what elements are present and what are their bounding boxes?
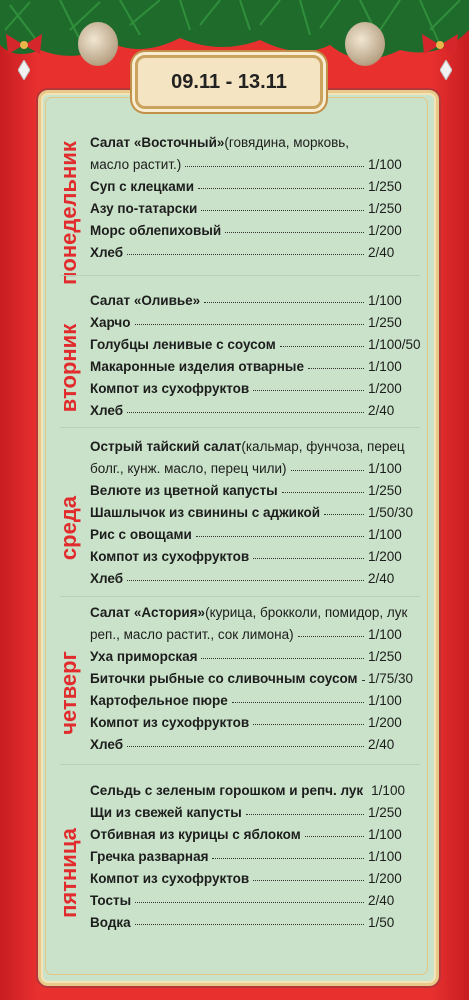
portion-size: 1/200 [368,223,402,238]
portion-size: 1/250 [368,805,402,820]
portion-size: 1/100 [368,527,402,542]
portion-size: 1/200 [368,871,402,886]
menu-item [90,730,420,752]
portion-size: 1/100 [368,293,402,308]
menu-item [90,454,420,476]
dish-name: Компот из сухофруктов [90,549,250,564]
menu-item [90,172,420,194]
portion-size: 1/200 [368,715,402,730]
date-range-plate [135,55,323,109]
portion-size: 1/250 [368,649,402,664]
menu-item [90,374,420,396]
dish-description: (кальмар, фунчоза, перец [241,439,405,454]
pinecone-icon [78,22,118,66]
portion-size: 1/100 [368,157,402,172]
menu-item [90,432,420,454]
bow-icon [4,30,44,60]
dish-name: Салат «Восточный» [90,135,225,150]
day-label-tuesday: вторник [56,323,81,413]
dish-name: Уха приморская [90,649,198,664]
leader-dots [298,636,364,637]
portion-size: 1/50/30 [368,505,414,520]
menu-item [90,396,420,418]
dish-name: Острый тайский салат [90,439,242,454]
dish-name: Голубцы ленивые с соусом [90,337,276,352]
portion-size: 1/100/50 [368,337,421,352]
dish-name: Хлеб [90,245,124,260]
menu-item [90,908,420,930]
dish-name: Картофельное пюре [90,693,228,708]
dish-name: Хлеб [90,571,124,586]
dish-name: Суп с клецками [90,179,195,194]
leader-dots [308,368,364,369]
divider [60,427,420,428]
leader-dots [198,188,364,189]
portion-size: 1/250 [368,201,402,216]
portion-size: 1/100 [368,359,402,374]
leader-dots [135,924,364,925]
dish-name: Хлеб [90,737,124,752]
portion-size: 1/100 [371,783,405,798]
leader-dots [201,658,364,659]
dish-name: Биточки рыбные со сливочным соусом [90,671,358,686]
dish-name: Салат «Астория» [90,605,206,620]
portion-size: 1/100 [368,693,402,708]
portion-size: 1/50 [368,915,395,930]
portion-size: 2/40 [368,403,395,418]
portion-size: 1/250 [368,483,402,498]
portion-size: 1/100 [368,849,402,864]
portion-size: 1/200 [368,381,402,396]
date-range: 09.11 - 13.11 [171,71,287,93]
leader-dots [246,814,364,815]
menu-item [90,308,420,330]
leader-dots [127,254,364,255]
portion-size: 1/75/30 [368,671,414,686]
menu-item [90,194,420,216]
menu-item [90,864,420,886]
menu-item [90,598,420,620]
portion-size: 2/40 [368,737,395,752]
dish-name: Щи из свежей капусты [90,805,242,820]
menu-item [90,286,420,308]
leader-dots [135,324,364,325]
leader-dots [196,536,364,537]
leader-dots [253,880,364,881]
dish-name: Макаронные изделия отварные [90,359,304,374]
dish-name: Хлеб [90,403,124,418]
dish-name: Морс облепиховый [90,223,222,238]
menu-item [90,664,420,686]
menu-item [90,520,420,542]
dish-name: Рис с овощами [90,527,192,542]
bow-icon [420,30,460,60]
leader-dots [135,902,364,903]
dish-name: Салат «Оливье» [90,293,201,308]
dish-name: Сельдь с зеленым горошком и репч. лук [90,783,364,798]
menu-item [90,150,420,172]
day-section-monday [90,128,420,260]
pinecone-icon [345,22,385,66]
ornament-icon [440,60,452,80]
dish-description: масло растит.) [90,157,182,172]
day-label-friday: пятница [56,828,81,918]
leader-dots [362,680,364,681]
leader-dots [127,412,364,413]
dish-name: Компот из сухофруктов [90,381,250,396]
dish-description: реп., масло растит., сок лимона) [90,627,294,642]
day-label-monday: понедельник [56,141,81,285]
dish-name: Тосты [90,893,132,908]
leader-dots [253,558,364,559]
leader-dots [204,302,364,303]
portion-size: 2/40 [368,893,395,908]
day-label-wednesday: среда [56,495,81,561]
dish-name: Велюте из цветной капусты [90,483,278,498]
menu-item [90,620,420,642]
menu-item [90,564,420,586]
leader-dots [280,346,364,347]
leader-dots [232,702,364,703]
day-section-wednesday [90,432,420,586]
leader-dots [212,858,364,859]
menu-item [90,128,420,150]
menu-item [90,820,420,842]
portion-size: 1/100 [368,461,402,476]
leader-dots [201,210,364,211]
menu-item [90,642,420,664]
leader-dots [253,724,364,725]
menu-item [90,798,420,820]
ornament-icon [18,60,30,80]
divider [60,596,420,597]
portion-size: 2/40 [368,245,395,260]
dish-name: Отбивная из курицы с яблоком [90,827,301,842]
menu-item [90,330,420,352]
dish-name: Азу по-татарски [90,201,198,216]
day-section-thursday [90,598,420,752]
portion-size: 1/100 [368,627,402,642]
menu-item [90,238,420,260]
leader-dots [291,470,364,471]
menu-item [90,776,420,798]
dish-name: Гречка разварная [90,849,209,864]
portion-size: 1/200 [368,549,402,564]
dish-description: болг., кунж. масло, перец чили) [90,461,287,476]
day-section-friday [90,776,420,930]
menu-item [90,352,420,374]
leader-dots [253,390,364,391]
menu-item [90,216,420,238]
leader-dots [127,746,364,747]
dish-description: (говядина, морковь, [224,135,350,150]
dish-name: Компот из сухофруктов [90,871,250,886]
divider [60,275,420,276]
menu-item [90,886,420,908]
portion-size: 1/250 [368,315,402,330]
dish-name: Шашлычок из свинины с аджикой [90,505,321,520]
leader-dots [282,492,364,493]
menu-item [90,476,420,498]
dish-name: Компот из сухофруктов [90,715,250,730]
leader-dots [127,580,364,581]
dish-name: Харчо [90,315,131,330]
portion-size: 2/40 [368,571,395,586]
leader-dots [185,166,364,167]
menu-item [90,686,420,708]
leader-dots [324,514,364,515]
menu-item [90,498,420,520]
dish-description: (курица, брокколи, помидор, лук [205,605,408,620]
menu-item [90,708,420,730]
day-section-tuesday [90,286,420,418]
portion-size: 1/100 [368,827,402,842]
portion-size: 1/250 [368,179,402,194]
leader-dots [305,836,364,837]
divider [60,764,420,765]
day-label-thursday: четверг [56,651,81,735]
menu-item [90,842,420,864]
dish-name: Водка [90,915,131,930]
menu-item [90,542,420,564]
leader-dots [225,232,364,233]
